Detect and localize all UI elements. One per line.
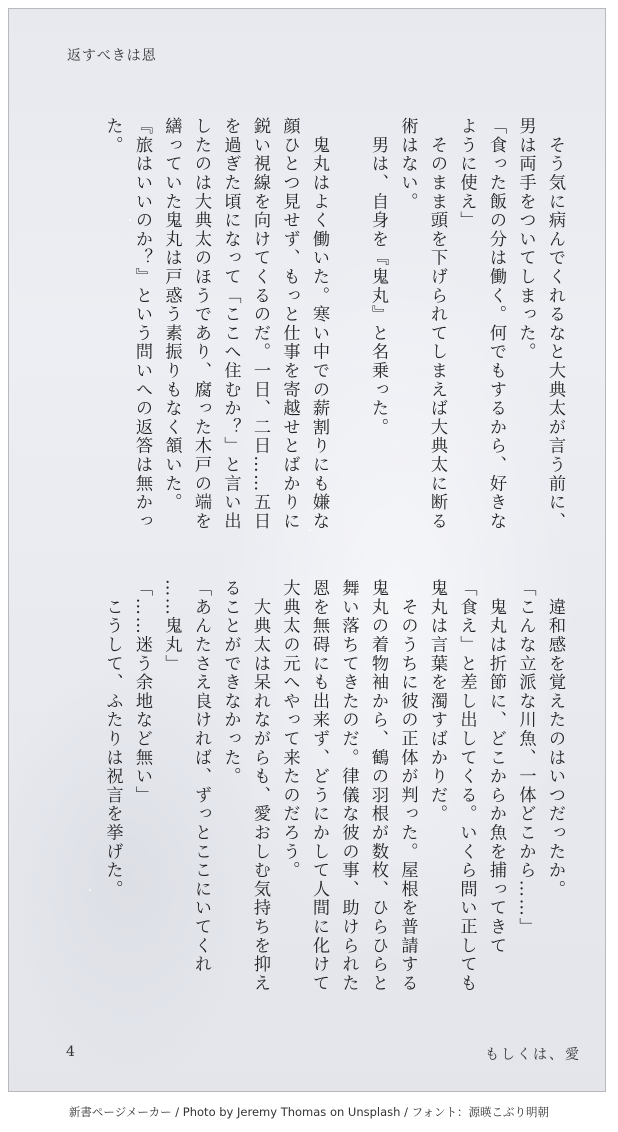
text-line: 「……迷う余地など無い」: [132, 579, 152, 805]
text-line: 「食え」と差し出してくる。いくら問い正しても: [456, 579, 477, 993]
text-line: 大典太の元へやって来たのだろう。: [279, 579, 300, 880]
text-line: したのは大典太のほうであり、腐った木戸の端を: [191, 117, 211, 531]
text-line: 違和感を覚えたのはいつだったか。: [545, 579, 565, 899]
text-line: 「こんな立派な川魚、一体どこから……」: [515, 579, 536, 937]
text-line: 鬼丸はよく働いた。寒い中での薪割りにも嫌な: [309, 117, 329, 531]
text-line: 術はない。: [397, 117, 418, 211]
text-line: 「あんたさえ良ければ、ずっとここにいてくれ: [191, 579, 211, 974]
running-title: 返すべきは恩: [67, 48, 157, 64]
text-line: 鬼丸は折節に、どこからか魚を捕ってきて: [486, 579, 506, 955]
page-number: 4: [66, 1044, 75, 1060]
text-line: を過ぎた頃になって「ここへ住むか？」と言い出: [220, 117, 241, 531]
text-line: そのまま頭を下げられてしまえば大典太に断る: [427, 117, 447, 531]
text-line: こうして、ふたりは祝言を挙げた。: [102, 579, 123, 899]
text-line: [333, 117, 363, 537]
text-line: そのうちに彼の正体が判った。屋根を普請する: [397, 579, 418, 993]
book-page: [8, 8, 606, 1092]
text-line: 男は両手をついてしまった。: [515, 117, 536, 362]
text-line: 鬼丸の着物袖から、鶴の羽根が数枚、ひらひらと: [368, 579, 388, 993]
text-line: そう気に病んでくれるなと大典太が言う前に、: [545, 117, 565, 531]
text-line: ……鬼丸」: [161, 579, 182, 673]
text-line: た。: [102, 117, 123, 155]
chapter-title: もしくは、愛: [485, 1047, 581, 1063]
text-line: ように使え」: [456, 117, 477, 230]
text-line: 顔ひとつ見せず、もっと仕事を寄越せとばかりに: [279, 117, 300, 531]
credit-line: 新書ページメーカー / Photo by Jeremy Thomas on Unsplash / フォント：源暎こぶり明朝: [68, 1105, 550, 1119]
text-line: 『旅はいいのか？』という問いへの返答は無かっ: [132, 117, 152, 531]
text-line: 「食った飯の分は働く。何でもするから、好きな: [486, 117, 506, 531]
background-star: [89, 889, 91, 891]
text-line: ることができなかった。: [220, 579, 241, 786]
text-line: 舞い落ちてきたのだ。律儀な彼の事、助けられた: [338, 579, 359, 993]
text-line: 鋭い視線を向けてくるのだ。一日、二日……五日: [250, 117, 270, 531]
text-line: 鬼丸は言葉を濁すばかりだ。: [427, 579, 447, 824]
text-line: 繕っていた鬼丸は戸惑う素振りもなく頷いた。: [161, 117, 182, 512]
text-line: 大典太は呆れながらも、愛おしむ気持ちを抑え: [250, 579, 270, 993]
text-line: 恩を無碍にも出来ず、どうにかして人間に化けて: [309, 579, 329, 993]
lower-text-block: [97, 579, 569, 1019]
text-line: 男は、自身を『鬼丸』と名乗った。: [368, 117, 388, 437]
upper-text-block: [97, 117, 569, 537]
